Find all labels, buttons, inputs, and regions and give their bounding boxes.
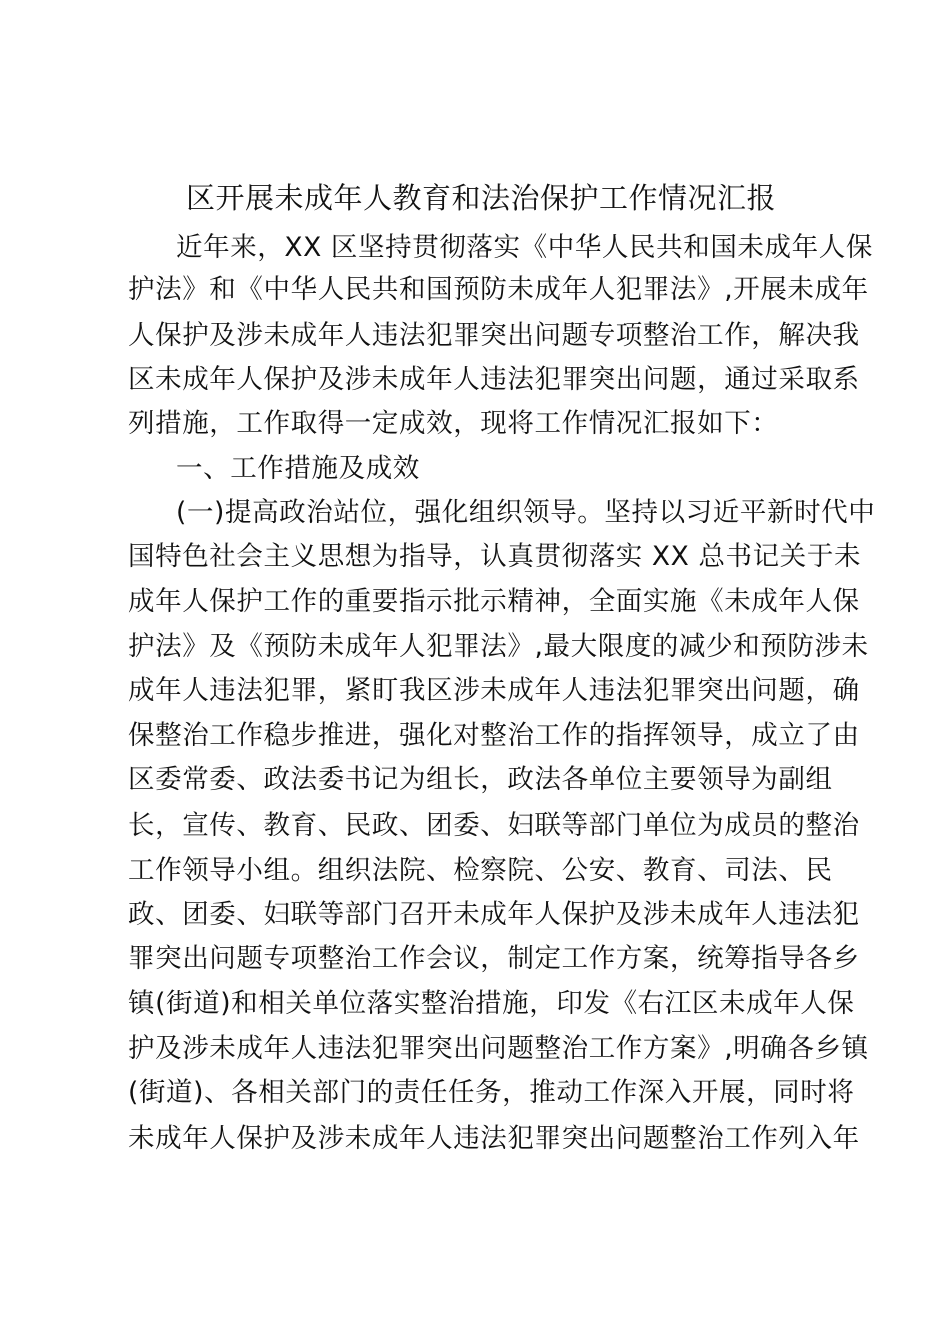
paragraph-2-line-6: 保整治工作稳步推进，强化对整治工作的指挥领导，成立了由 — [128, 720, 860, 751]
paragraph-2-line-12: 镇(街道)和相关单位落实整治措施，印发《右江区未成年人保 — [128, 988, 855, 1019]
paragraph-2-line-2: 国特色社会主义思想为指导，认真贯彻落实 XX 总书记关于未 — [128, 541, 862, 572]
paragraph-2-line-13: 护及涉未成年人违法犯罪突出问题整治工作方案》,明确各乡镇 — [128, 1033, 869, 1064]
paragraph-2-line-10: 政、团委、妇联等部门召开未成年人保护及涉未成年人违法犯 — [128, 899, 860, 930]
paragraph-2-line-15: 未成年人保护及涉未成年人违法犯罪突出问题整治工作列入年 — [128, 1123, 860, 1154]
paragraph-2-line-11: 罪突出问题专项整治工作会议，制定工作方案，统筹指导各乡 — [128, 943, 860, 974]
paragraph-2-line-14: (街道)、各相关部门的责任任务，推动工作深入开展，同时将 — [128, 1077, 855, 1108]
paragraph-1-line-1: 近年来，XX 区坚持贯彻落实《中华人民共和国未成年人保 — [176, 232, 873, 263]
section-heading: 一、工作措施及成效 — [176, 453, 420, 484]
paragraph-2-line-3: 成年人保护工作的重要指示批示精神，全面实施《未成年人保 — [128, 586, 860, 617]
paragraph-2-line-5: 成年人违法犯罪，紧盯我区涉未成年人违法犯罪突出问题，确 — [128, 675, 860, 706]
paragraph-1-line-3: 人保护及涉未成年人违法犯罪突出问题专项整治工作，解决我 — [128, 320, 860, 351]
paragraph-2-line-9: 工作领导小组。组织法院、检察院、公安、教育、司法、民 — [128, 855, 833, 886]
paragraph-1-line-4: 区未成年人保护及涉未成年人违法犯罪突出问题，通过采取系 — [128, 364, 860, 395]
paragraph-1-line-2: 护法》和《中华人民共和国预防未成年人犯罪法》,开展未成年 — [128, 274, 869, 305]
paragraph-2-line-4: 护法》及《预防未成年人犯罪法》,最大限度的减少和预防涉未 — [128, 631, 869, 662]
paragraph-2-line-8: 长，宣传、教育、民政、团委、妇联等部门单位为成员的整治 — [128, 810, 860, 841]
document-title: 区开展未成年人教育和法治保护工作情况汇报 — [185, 181, 776, 215]
paragraph-2-line-1: (一)提高政治站位，强化组织领导。坚持以习近平新时代中 — [176, 497, 876, 528]
paragraph-1-line-5: 列措施，工作取得一定成效，现将工作情况汇报如下： — [128, 408, 779, 439]
paragraph-2-line-7: 区委常委、政法委书记为组长，政法各单位主要领导为副组 — [128, 764, 833, 795]
